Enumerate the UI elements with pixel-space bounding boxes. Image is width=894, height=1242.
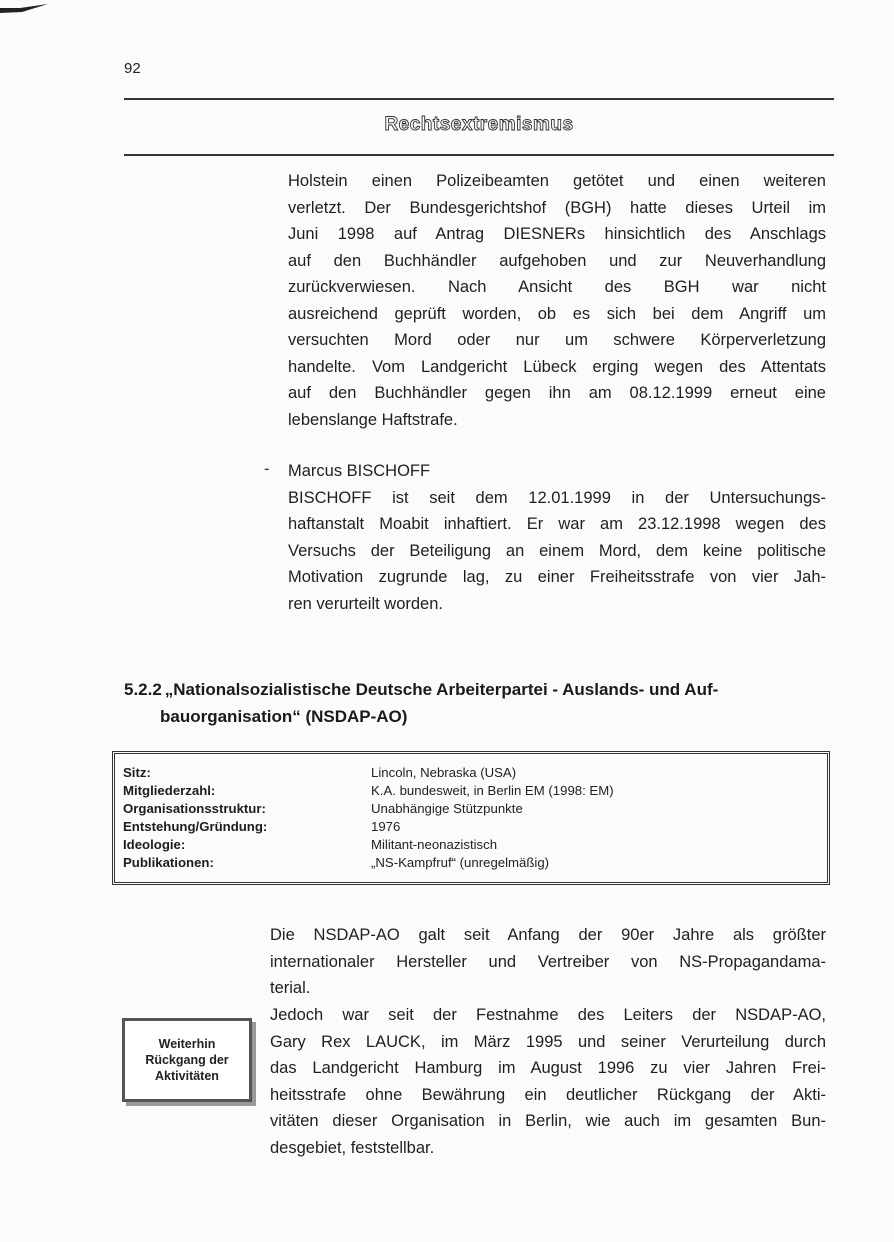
text-line: Die NSDAP-AO galt seit Anfang der 90er Jahre als größter	[270, 926, 826, 944]
paragraph-nsdap-decline	[270, 1002, 826, 1161]
header-rule-bottom	[124, 154, 834, 156]
organization-profile-box	[112, 751, 830, 885]
text-line: BISCHOFF ist seit dem 12.01.1999 in der Untersuchungs-	[288, 488, 826, 507]
bullet-name: Marcus BISCHOFF	[288, 462, 431, 480]
corner-mark	[0, 4, 48, 18]
text-line: heitsstrafe ohne Bewährung ein deutlicher Rückgang der Akti-	[270, 1085, 826, 1104]
text-line: desgebiet, feststellbar.	[270, 1138, 435, 1157]
text-line: handelte. Vom Landgericht Lübeck erging wegen des Attentats	[288, 357, 826, 376]
text-line: ren verurteilt worden.	[288, 594, 443, 613]
profile-label-entstehung: Entstehung/Gründung:	[123, 819, 268, 834]
margin-note-line: Aktivitäten	[155, 1069, 219, 1083]
header-rule-top	[124, 98, 834, 100]
margin-note-line: Rückgang der	[145, 1053, 229, 1067]
text-line: auf den Buchhändler aufgehoben und zur Neuverhandlung	[288, 251, 826, 270]
profile-label-mitgliederzahl: Mitgliederzahl:	[123, 783, 216, 798]
text-line: vitäten dieser Organisation in Berlin, wie auch im gesamten Bun-	[270, 1112, 826, 1130]
text-line: das Landgericht Hamburg im August 1996 zu vier Jahren Frei-	[270, 1059, 826, 1077]
text-line: auf den Buchhändler gegen ihn am 08.12.1999 erneut eine	[288, 384, 826, 402]
profile-value-publikationen: „NS-Kampfruf“ (unregelmäßig)	[371, 855, 550, 870]
text-line: Gary Rex LAUCK, im März 1995 und seiner Verurteilung durch	[270, 1032, 826, 1051]
text-line: Holstein einen Polizeibeamten getötet und einen weiteren	[288, 172, 826, 190]
text-line: ausreichend geprüft worden, ob es sich bei dem Angriff um	[288, 304, 826, 323]
text-line: lebenslange Haftstrafe.	[288, 410, 458, 429]
section-title-line1: „Nationalsozialistische Deutsche Arbeiterpartei - Auslands- und Auf-	[164, 680, 719, 699]
bullet-dash: -	[264, 460, 270, 478]
text-line: verletzt. Der Bundesgerichtshof (BGH) hatte dieses Urteil im	[288, 198, 826, 217]
text-line: Motivation zugrunde lag, zu einer Freiheitsstrafe von vier Jah-	[288, 568, 826, 586]
section-title-line2: bauorganisation“ (NSDAP-AO)	[160, 707, 408, 726]
profile-label-organisationsstruktur: Organisationsstruktur:	[123, 801, 266, 816]
text-line: Juni 1998 auf Antrag DIESNERs hinsichtlich des Anschlags	[288, 225, 826, 243]
running-head: Rechtsextremismus	[384, 114, 574, 135]
profile-value-ideologie: Militant-neonazistisch	[371, 837, 498, 852]
profile-value-organisationsstruktur: Unabhängige Stützpunkte	[371, 801, 523, 816]
profile-value-entstehung: 1976	[371, 819, 401, 834]
profile-label-ideologie: Ideologie:	[123, 837, 186, 852]
text-line: versuchten Mord oder nur um schwere Körperverletzung	[288, 331, 826, 349]
profile-value-mitgliederzahl: K.A. bundesweit, in Berlin EM (1998: EM)	[371, 783, 614, 798]
text-line: Versuchs der Beteiligung an einem Mord, dem keine politische	[288, 541, 826, 560]
margin-note-box	[122, 1018, 252, 1102]
profile-value-sitz: Lincoln, Nebraska (USA)	[371, 765, 517, 780]
profile-label-publikationen: Publikationen:	[123, 855, 214, 870]
text-line: Jedoch war seit der Festnahme des Leiters der NSDAP-AO,	[270, 1006, 826, 1024]
section-number: 5.2.2	[124, 680, 162, 699]
text-line: internationaler Hersteller und Vertreiber von NS-Propagandama-	[270, 952, 826, 971]
text-line: zurückverwiesen. Nach Ansicht des BGH war nicht	[288, 278, 826, 296]
paragraph-diesner-continuation	[288, 168, 826, 433]
text-line: terial.	[270, 979, 311, 997]
page-number: 92	[124, 60, 141, 77]
bullet-bischoff	[288, 458, 826, 617]
section-heading	[124, 676, 834, 730]
margin-note-line: Weiterhin	[158, 1037, 216, 1051]
profile-label-sitz: Sitz:	[123, 765, 151, 780]
paragraph-nsdap-intro	[270, 922, 826, 1002]
text-line: haftanstalt Moabit inhaftiert. Er war am 23.12.1998 wegen des	[288, 515, 826, 533]
